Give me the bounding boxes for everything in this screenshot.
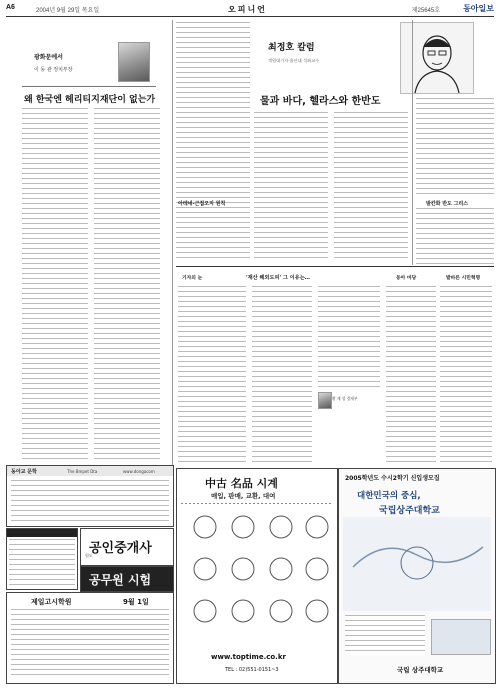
- book-ad-tag: The Bmpet Dta: [67, 469, 98, 474]
- bottom-columns: [176, 268, 494, 464]
- column-divider-2: [412, 20, 413, 265]
- left-title-rule: [22, 86, 156, 87]
- publish-date: 2004년 9월 29일 목요일: [36, 8, 100, 14]
- reporter-eye-label: 기자의 눈: [182, 276, 203, 281]
- book-ad-list: [11, 480, 169, 524]
- campus-map-icon: [343, 517, 491, 611]
- reporter-eye-headline: '재산 헤외도피' 그 이유는…: [246, 275, 310, 281]
- mid-subheading: 아테네-근접오지 원칙: [178, 201, 226, 207]
- book-advertisement: [6, 465, 174, 527]
- column-byline: 객원대기자·울산대 석좌교수: [268, 58, 320, 63]
- book-ad-url: www.dongacom: [123, 469, 155, 474]
- left-column-headline: 왜 한국엔 헤리티지재단이 없는가: [24, 95, 156, 105]
- left-body-text-2: [94, 108, 160, 462]
- clock-advertisement: [176, 468, 338, 684]
- column-body-text-1: [176, 22, 250, 262]
- book-ad-title: 동아교 문학: [11, 469, 37, 475]
- school-ad: [6, 592, 174, 684]
- newspaper-logo: 동아일보: [463, 4, 494, 13]
- right-body-text-1: [416, 98, 494, 198]
- realty-ad-title: 공인중개사: [89, 541, 152, 556]
- column-title-box: [254, 22, 404, 80]
- right-body-text-2: [416, 208, 494, 264]
- left-column-label: 광화문에서: [34, 54, 63, 61]
- right-subheading: 발칸화 반도 그리스: [426, 201, 469, 207]
- clock-ad-phone: TEL : 02)551-0151~3: [225, 667, 279, 673]
- univ-ad-footer: 국립 상주대학교: [397, 666, 444, 674]
- university-advertisement: [338, 468, 496, 684]
- column-headline: 물과 바다, 헬라스와 한반도: [260, 96, 381, 107]
- univ-ad-name: 국립상주대학교: [379, 506, 440, 516]
- bottom-text-1: [178, 286, 246, 462]
- reader-letter-label: 발바른 시민혁명: [446, 276, 481, 281]
- univ-ad-building-image: [431, 619, 491, 655]
- reporter-byline: 황 재 성 경제부: [332, 396, 358, 401]
- realty-ad: [80, 528, 174, 566]
- left-column-author: 이 동 관 정치부장: [34, 67, 73, 73]
- tutoring-ad: [6, 528, 78, 590]
- column-divider-1: [172, 20, 173, 465]
- school-ad-date: 9월 1일: [123, 598, 149, 606]
- page-number: A6: [6, 4, 15, 11]
- left-column-section: [6, 20, 172, 465]
- univ-ad-slogan: 대한민국의 중심,: [357, 491, 421, 501]
- left-body-text-1: [22, 108, 88, 462]
- watch-grid-icon: [183, 507, 333, 645]
- bottom-text-4: [386, 286, 436, 462]
- school-ad-name: 제일고시학원: [31, 598, 72, 606]
- exam-ad-title: 공무원 시험: [89, 573, 152, 587]
- column-label: 최정호 칼럼: [268, 43, 315, 53]
- author-photo: [118, 42, 150, 82]
- clock-ad-title: 中古 名品 시계: [205, 477, 278, 490]
- header-rule: [6, 16, 494, 17]
- section-title: 오피니언: [228, 5, 267, 14]
- bottom-text-2: [252, 286, 312, 462]
- issue-number: 제25645호: [411, 8, 440, 14]
- bottom-section-rule: [176, 266, 494, 267]
- reporter-photo: [318, 392, 332, 409]
- clock-ad-sub: 매입, 판매, 교환, 대여: [211, 492, 276, 500]
- column-body-text-2: [254, 112, 328, 262]
- page-header: [6, 4, 494, 16]
- clock-ad-url: www.toptime.co.kr: [211, 653, 286, 661]
- realty-ad-sub: 원도: [85, 553, 93, 558]
- bottom-text-5: [440, 286, 492, 462]
- exam-ad-banner: [80, 566, 174, 592]
- bottom-text-3: [318, 286, 380, 388]
- column-body-text-3: [334, 112, 408, 262]
- univ-ad-title: 2005학년도 수시2학기 신입생모집: [345, 475, 440, 482]
- donga-madang-label: 동아 마당: [396, 276, 417, 281]
